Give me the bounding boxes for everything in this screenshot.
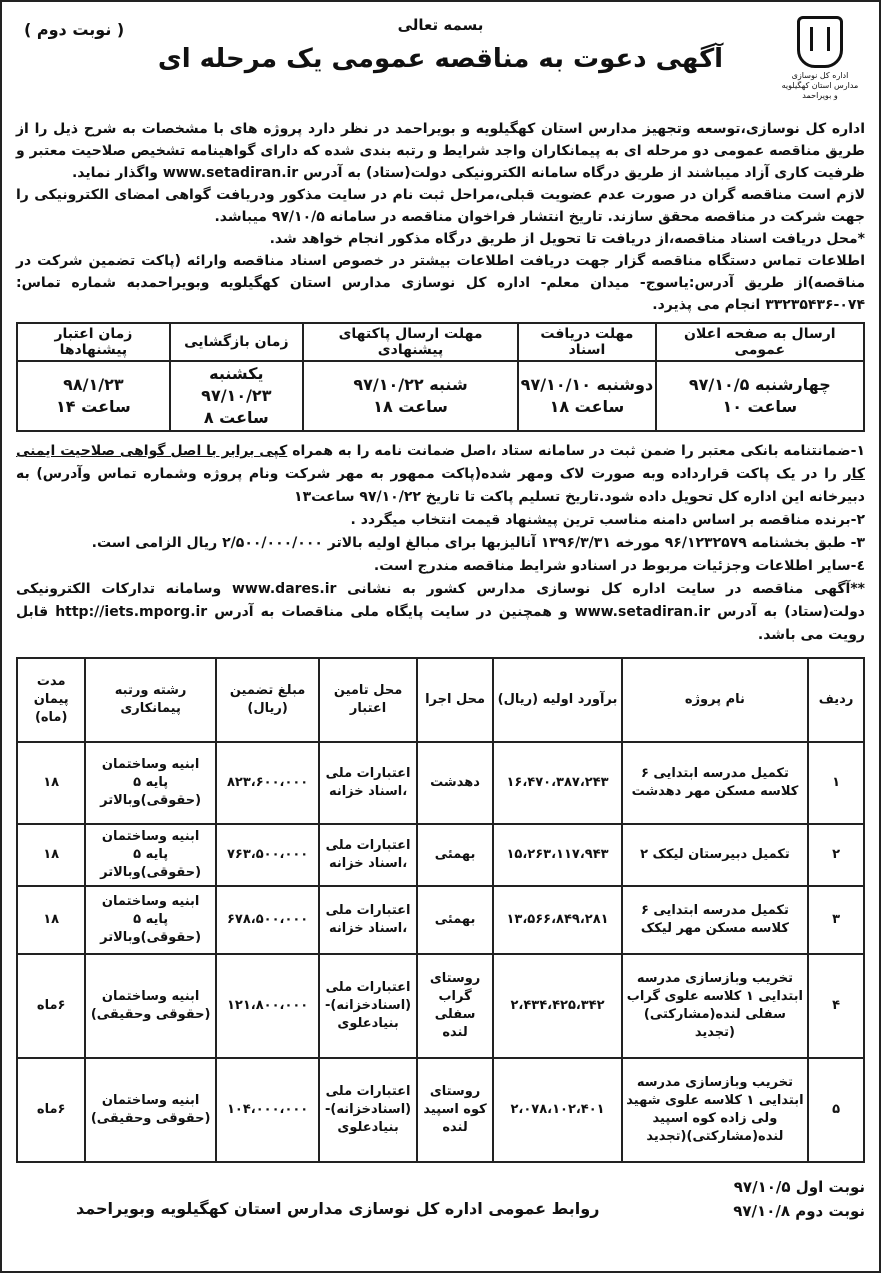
table-row [17, 954, 864, 1058]
table-cell: بهمئی [417, 886, 494, 954]
date-day: یکشنبه ۹۷/۱۰/۲۳ [201, 364, 272, 405]
table-cell: ۱۲۱،۸۰۰،۰۰۰ [216, 954, 320, 1058]
table-cell: اعتبارات ملی ،اسناد خزانه [319, 824, 416, 886]
dates-header: زمان اعتبار پیشنهادها [17, 323, 170, 361]
projects-header: ردیف [808, 658, 864, 742]
note-2: ۲-برنده مناقصه بر اساس دامنه مناسب ترین پیشنهاد قیمت انتخاب میگردد . [350, 512, 865, 528]
date-day: ۹۸/۱/۲۳ [63, 375, 124, 394]
date-day: چهارشنبه ۹۷/۱۰/۵ [688, 375, 831, 394]
table-cell: ابنیه وساختمان (حقوقی وحقیقی) [85, 1058, 215, 1162]
page-title: آگهی دعوت به مناقصه عمومی یک مرحله ای [157, 44, 724, 74]
table-cell: ۱۸ [17, 886, 85, 954]
table-cell: ۵ [808, 1058, 864, 1162]
projects-header: مدت پیمان (ماه) [17, 658, 85, 742]
date-time: ساعت ۱۸ [549, 397, 625, 416]
publication-dates [733, 1175, 865, 1223]
logo-text: اداره کل نوسازی مدارس استان کهگیلویه و بویراحمد [781, 71, 859, 100]
table-cell: دهدشت [417, 742, 494, 824]
signature: روابط عمومی اداره کل نوسازی مدارس استان کهگیلویه وبویراحمد [76, 1199, 600, 1218]
table-cell: ۶ماه [17, 1058, 85, 1162]
table-cell: ۱۳،۵۶۶،۸۴۹،۲۸۱ [493, 886, 621, 954]
date-time: ساعت ۱۰ [722, 397, 798, 416]
date-day: شنبه ۹۷/۱۰/۲۲ [353, 375, 468, 394]
date-cell [656, 361, 864, 431]
note-1-start: ۱-ضمانتنامه بانکی معتبر را ضمن ثبت در سامانه ستاد ،اصل ضمانت نامه را به همراه [287, 443, 865, 459]
intro-text [16, 118, 865, 316]
first-round-date: نوبت اول ۹۷/۱۰/۵ [733, 1178, 865, 1196]
table-cell: اعتبارات ملی ،اسناد خزانه [319, 742, 416, 824]
table-cell: ۱۸ [17, 824, 85, 886]
notice-header [16, 10, 865, 118]
table-cell: ابنیه وساختمان پایه ۵ (حقوقی)وبالاتر [85, 742, 215, 824]
table-cell: تکمیل مدرسه ابتدایی ۶ کلاسه مسکن مهر دهدشت [622, 742, 808, 824]
table-cell: ۴ [808, 954, 864, 1058]
table-cell: ۱۰۴،۰۰۰،۰۰۰ [216, 1058, 320, 1162]
table-row [17, 824, 864, 886]
table-cell: ابنیه وساختمان پایه ۵ (حقوقی)وبالاتر [85, 824, 215, 886]
date-time: ساعت ۸ [203, 408, 269, 427]
date-cell [518, 361, 655, 431]
table-cell: ۶۷۸،۵۰۰،۰۰۰ [216, 886, 320, 954]
projects-header-row [17, 658, 864, 742]
table-cell: بهمئی [417, 824, 494, 886]
notes-section [16, 440, 865, 647]
projects-table [16, 657, 865, 1163]
note-1-underlined: کپی برابر با اصل گواهی صلاحیت ایمنی کار [16, 443, 865, 482]
notice-footer [16, 1171, 865, 1231]
table-cell: ۲ [808, 824, 864, 886]
date-cell [303, 361, 518, 431]
table-cell: اعتبارات ملی (اسنادخزانه)- بنیادعلوی [319, 954, 416, 1058]
table-cell: ۱ [808, 742, 864, 824]
table-cell: اعتبارات ملی ،اسناد خزانه [319, 886, 416, 954]
projects-header: محل اجرا [417, 658, 494, 742]
date-cell [17, 361, 170, 431]
dates-header: ارسال به صفحه اعلان عمومی [656, 323, 864, 361]
note-1-end: را در یک پاکت قرارداده وبه صورت لاک ومهر شده(پاکت ممهور به مهر شرکت ونام پروژه وشماره تماس وآدرس) به دبیرخانه این اداره کل تحویل داده شود.تاریخ تسلیم پاکت تا تاریخ ۹۷/۱۰/۲۲ ساعت۱۳ [16, 466, 865, 505]
projects-header: رشته ورتبه پیمانکاری [85, 658, 215, 742]
projects-header: محل تامین اعتبار [319, 658, 416, 742]
dates-header: زمان بازگشایی [170, 323, 303, 361]
table-cell: ۲،۰۷۸،۱۰۲،۴۰۱ [493, 1058, 621, 1162]
table-cell: تخریب وبازسازی مدرسه ابتدایی ۱ کلاسه علوی گراب سفلی لنده(مشارکتی) (تجدید [622, 954, 808, 1058]
bismillah: بسمه تعالی [397, 16, 484, 34]
intro-paragraph: اطلاعات تماس دستگاه مناقصه گزار جهت دریافت اطلاعات بیشتر در خصوص اسناد مناقصه وارائه (پاکت تضمین شرکت در مناقصه)از طریق آدرس:یاسوج- میدان معلم- اداره کل نوسازی مدارس استان کهگیلویه وبویراحمدبه شماره تماس: ۰۷۴-۳۳۲۳۵۴۳۶ انجام می پذیرد. [16, 253, 865, 313]
table-row [17, 1058, 864, 1162]
second-round-date: نوبت دوم ۹۷/۱۰/۸ [733, 1202, 865, 1220]
table-row [17, 742, 864, 824]
table-cell: ۶ماه [17, 954, 85, 1058]
round-label: ( نوبت دوم ) [24, 20, 125, 39]
note-1 [16, 440, 865, 509]
date-day: دوشنبه ۹۷/۱۰/۱۰ [520, 375, 654, 394]
table-row [17, 886, 864, 954]
intro-paragraph: اداره کل نوسازی،توسعه وتجهیز مدارس استان کهگیلویه و بویراحمد در نظر دارد پروژه های با مشخصات به شرح ذیل را از طریق مناقصه عمومی دو مرحله ای به پیمانکاران واجد شرایط و رتبه بندی شده که دارای گواهینامه تشخیص صلاحیت معتبر و ظرفیت کاری آزاد میباشند از طریق درگاه سامانه الکترونیکی دولت(ستاد) به آدرس www.setadiran.ir واگذار نماید. [16, 121, 865, 181]
dates-header: مهلت دریافت اسناد [518, 323, 655, 361]
table-cell: ۳ [808, 886, 864, 954]
date-cell [170, 361, 303, 431]
intro-paragraph: لازم است مناقصه گران در صورت عدم عضویت قبلی،مراحل ثبت نام در سایت مذکور ودریافت گواهی امضای الکترونیکی را جهت شرکت در مناقصه محقق سازند. تاریخ انتشار فراخوان مناقصه در سامانه ۹۷/۱۰/۵ میباشد. [16, 187, 865, 225]
table-cell: روستای گراب سفلی لنده [417, 954, 494, 1058]
table-cell: ۱۵،۲۶۳،۱۱۷،۹۴۳ [493, 824, 621, 886]
intro-paragraph: *محل دریافت اسناد مناقصه،از دریافت تا تحویل از طریق درگاه مذکور انجام خواهد شد. [269, 231, 865, 247]
table-cell: ابنیه وساختمان پایه ۵ (حقوقی)وبالاتر [85, 886, 215, 954]
table-cell: تخریب وبازسازی مدرسه ابتدایی ۱ کلاسه علوی شهید ولی زاده کوه اسپید لنده(مشارکتی)(تجدید [622, 1058, 808, 1162]
dates-header-row [17, 323, 864, 361]
table-cell: ابنیه وساختمان (حقوقی وحقیقی) [85, 954, 215, 1058]
dates-table [16, 322, 865, 432]
table-cell: ۷۶۳،۵۰۰،۰۰۰ [216, 824, 320, 886]
date-time: ساعت ۱۸ [373, 397, 448, 416]
note-4: ٤-سایر اطلاعات وجزئیات مربوط در اسنادو شرایط مناقصه مندرج است. [373, 558, 865, 574]
table-cell: تکمیل مدرسه ابتدایی ۶ کلاسه مسکن مهر لیکک [622, 886, 808, 954]
dates-value-row [17, 361, 864, 431]
dates-header: مهلت ارسال پاکتهای پیشنهادی [303, 323, 518, 361]
table-cell: روستای کوه اسپید لنده [417, 1058, 494, 1162]
projects-header: مبلغ تضمین (ریال) [216, 658, 320, 742]
table-cell: اعتبارات ملی (اسنادخزانه)- بنیادعلوی [319, 1058, 416, 1162]
table-cell: ۱۸ [17, 742, 85, 824]
table-cell: ۲،۴۳۴،۴۲۵،۳۴۲ [493, 954, 621, 1058]
projects-header: نام پروژه [622, 658, 808, 742]
table-cell: تکمیل دبیرستان لیکک ۲ [622, 824, 808, 886]
projects-header: برآورد اولیه (ریال) [493, 658, 621, 742]
table-cell: ۱۶،۴۷۰،۳۸۷،۲۴۳ [493, 742, 621, 824]
note-3: ۳- طبق بخشنامه ۹۶/۱۲۳۲۵۷۹ مورخه ۱۳۹۶/۳/۳۱ آنالیزبها برای مبالغ اولیه بالاتر ۲/۵۰۰/۰۰۰/۰۰۰ ریال الزامی است. [91, 535, 865, 551]
date-time: ساعت ۱۴ [56, 397, 131, 416]
note-5: **آگهی مناقصه در سایت اداره کل نوسازی مدارس کشور به نشانی www.dares.ir وسامانه تدارکات الکترونیکی دولت(ستاد) به آدرس www.setadiran.ir و همچنین در سایت پایگاه ملی مناقصات به آدرس http://iets.mporg.ir قابل رویت می باشد. [16, 581, 865, 643]
table-cell: ۸۲۳،۶۰۰،۰۰۰ [216, 742, 320, 824]
